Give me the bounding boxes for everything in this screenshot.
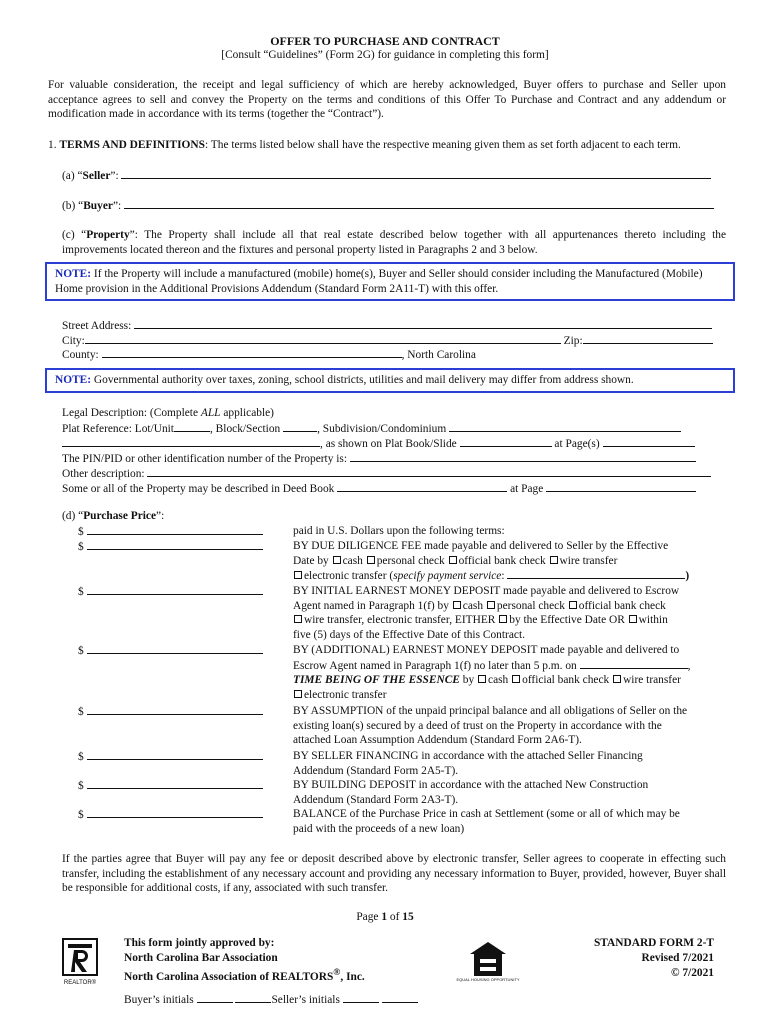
other-description-line: Other description: <box>62 466 726 482</box>
balance-amount: $ <box>78 807 268 823</box>
realtor-logo-text: REALTOR® <box>63 980 97 986</box>
additional-earnest-terms: BY (ADDITIONAL) EARNEST MONEY DEPOSIT made payable and delivered to Escrow Agent named in Paragraph 1(f) no later than 5 p.m. on , TIME BEING OF THE ESSENCE by cash official bank check wire transfer electronic transfer <box>293 644 691 701</box>
realtor-logo-icon <box>62 938 100 986</box>
block-section-field[interactable] <box>283 421 317 432</box>
balance-field[interactable] <box>87 807 263 818</box>
equal-housing-icon <box>456 940 520 986</box>
buyer-name-field[interactable] <box>124 198 714 209</box>
plat-book-field[interactable] <box>460 436 552 447</box>
purchase-price-field[interactable] <box>87 524 263 535</box>
approval-block: This form jointly approved by: North Carolina Bar Association North Carolina Association of REALTORS®, Inc. <box>124 937 365 983</box>
street-address-field[interactable] <box>134 318 712 329</box>
iem-personal-check-checkbox[interactable] <box>487 601 495 609</box>
iem-wire-transfer-checkbox[interactable] <box>294 615 302 623</box>
balance-terms: BALANCE of the Purchase Price in cash at Settlement (some or all of which may be paid with the proceeds of a new loan) <box>293 808 680 835</box>
note-manufactured-home: NOTE: If the Property will include a manufactured (mobile) home(s), Buyer and Seller should consider including the Manufactured (Mobile) Home provision in the Additional Provisions Addendum (Standard Form 2A11-T) with this offer. <box>45 262 735 301</box>
plat-book-line: , as shown on Plat Book/Slide at Page(s) <box>62 436 726 452</box>
dd-cash-checkbox[interactable] <box>333 556 341 564</box>
due-diligence-fee-field[interactable] <box>87 539 263 550</box>
aem-electronic-transfer-checkbox[interactable] <box>294 690 302 698</box>
zip-field[interactable] <box>583 333 713 344</box>
city-field[interactable] <box>85 333 561 344</box>
seller-initials-field-2[interactable] <box>382 992 418 1003</box>
plat-pages-field[interactable] <box>603 436 695 447</box>
seller-financing-amount: $ <box>78 749 268 765</box>
assumption-amount: $ <box>78 704 268 720</box>
form-subtitle: [Consult “Guidelines” (Form 2G) for guidance in completing this form] <box>221 49 549 61</box>
city-zip-line: City: Zip: <box>62 333 726 349</box>
aem-wire-transfer-checkbox[interactable] <box>613 675 621 683</box>
dd-electronic-transfer-checkbox[interactable] <box>294 571 302 579</box>
note-governmental-authority: NOTE: Governmental authority over taxes, zoning, school districts, utilities and mail delivery may differ from address shown. <box>45 368 735 393</box>
buyer-initials-field-2[interactable] <box>235 992 271 1003</box>
purchase-price-heading: (d) “Purchase Price”: <box>62 510 165 522</box>
building-deposit-field[interactable] <box>87 778 263 789</box>
deed-page-field[interactable] <box>546 481 696 492</box>
buyer-initials-field-1[interactable] <box>197 992 233 1003</box>
initials-line: Buyer’s initials Seller’s initials <box>124 992 418 1008</box>
building-deposit-amount: $ <box>78 778 268 794</box>
other-description-field[interactable] <box>147 466 711 477</box>
pin-line: The PIN/PID or other identification number of the Property is: <box>62 451 726 467</box>
county-line: County: , North Carolina <box>62 349 476 361</box>
purchase-price-amount: $ <box>78 524 268 540</box>
aem-cash-checkbox[interactable] <box>478 675 486 683</box>
electronic-transfer-paragraph: If the parties agree that Buyer will pay any fee or deposit described above by electronic transfer, Seller agrees to cooperate in effecting such transfer, including the establishment of any necessary account and providing any necessary information to Buyer, provided, however, Buyer shall be responsible for additional costs, if any, associated with such transfer. <box>62 853 726 895</box>
iem-cash-checkbox[interactable] <box>453 601 461 609</box>
property-definition: (c) “Property”: The Property shall include all that real estate described below together with all appurtenances thereto including the improvements located thereon and the fixtures and personal property listed in Paragraphs 2 and 3 below. <box>62 229 727 256</box>
deed-book-field[interactable] <box>337 481 507 492</box>
additional-earnest-money-field[interactable] <box>87 643 263 654</box>
seller-financing-field[interactable] <box>87 749 263 760</box>
aem-official-bank-check-checkbox[interactable] <box>512 675 520 683</box>
terms-definitions-heading: TERMS AND DEFINITIONS <box>59 139 205 151</box>
initial-earnest-amount: $ <box>78 584 268 600</box>
eho-text: EQUAL HOUSING OPPORTUNITY <box>456 977 520 982</box>
deed-book-line: Some or all of the Property may be described in Deed Book at Page <box>62 481 726 497</box>
due-diligence-terms: BY DUE DILIGENCE FEE made payable and delivered to Seller by the Effective Date by cash personal check official bank check wire transfer electronic transfer (specify payment service: ) <box>293 540 690 583</box>
iem-effective-date-checkbox[interactable] <box>499 615 507 623</box>
additional-earnest-amount: $ <box>78 643 268 659</box>
dd-official-bank-check-checkbox[interactable] <box>449 556 457 564</box>
pin-field[interactable] <box>350 451 696 462</box>
lot-unit-field[interactable] <box>174 421 210 432</box>
initial-earnest-terms: BY INITIAL EARNEST MONEY DEPOSIT made payable and delivered to Escrow Agent named in Paragraph 1(f) by cash personal check official bank check wire transfer, electronic transfer, EITHER by the Effective Date OR within five (5) days of the Effective Date of this Contract. <box>293 585 680 641</box>
additional-earnest-date-field[interactable] <box>580 658 688 669</box>
seller-name-field[interactable] <box>121 168 711 179</box>
assumption-field[interactable] <box>87 704 263 715</box>
payment-service-field[interactable] <box>507 568 685 579</box>
seller-line: (a) “Seller”: <box>62 168 726 184</box>
intro-paragraph: For valuable consideration, the receipt and legal sufficiency of which are hereby acknowledged, Buyer offers to purchase and Seller upon acceptance agrees to sell and convey the Property on the terms and conditions of this Offer To Purchase and Contract and any addendum or modification made in accordance with its terms (together the “Contract”). <box>48 79 726 121</box>
form-title: OFFER TO PURCHASE AND CONTRACT <box>270 34 500 48</box>
legal-description-heading: Legal Description: (Complete ALL applicable) <box>62 407 274 419</box>
iem-within-checkbox[interactable] <box>629 615 637 623</box>
plat-reference-line: Plat Reference: Lot/Unit , Block/Section , Subdivision/Condominium <box>62 421 726 437</box>
county-field[interactable] <box>102 347 402 358</box>
section-1-heading: 1. TERMS AND DEFINITIONS: The terms listed below shall have the respective meaning given them as set forth adjacent to each term. <box>48 139 681 151</box>
subdivision-field[interactable] <box>449 421 681 432</box>
initial-earnest-money-field[interactable] <box>87 584 263 595</box>
buyer-line: (b) “Buyer”: <box>62 198 726 214</box>
building-deposit-terms: BY BUILDING DEPOSIT in accordance with the attached New Construction Addendum (Standard Form 2A3-T). <box>293 779 649 806</box>
paid-in-text: paid in U.S. Dollars upon the following terms: <box>293 525 505 537</box>
page-number: Page 1 of 15 <box>356 911 414 923</box>
due-diligence-amount: $ <box>78 539 268 555</box>
iem-official-bank-check-checkbox[interactable] <box>569 601 577 609</box>
assumption-terms: BY ASSUMPTION of the unpaid principal balance and all obligations of Seller on the existing loan(s) secured by a deed of trust on the Property in accordance with the attached Loan Assumption Addendum (Standard Form 2A6-T). <box>293 705 688 747</box>
standard-form-block: STANDARD FORM 2-T Revised 7/2021 © 7/2021 <box>593 937 714 979</box>
street-address-line: Street Address: <box>62 318 726 334</box>
seller-financing-terms: BY SELLER FINANCING in accordance with the attached Seller Financing Addendum (Standard Form 2A5-T). <box>293 750 643 777</box>
subdivision-continued-field[interactable] <box>62 436 320 447</box>
dd-wire-transfer-checkbox[interactable] <box>550 556 558 564</box>
seller-initials-field-1[interactable] <box>343 992 379 1003</box>
dd-personal-check-checkbox[interactable] <box>367 556 375 564</box>
